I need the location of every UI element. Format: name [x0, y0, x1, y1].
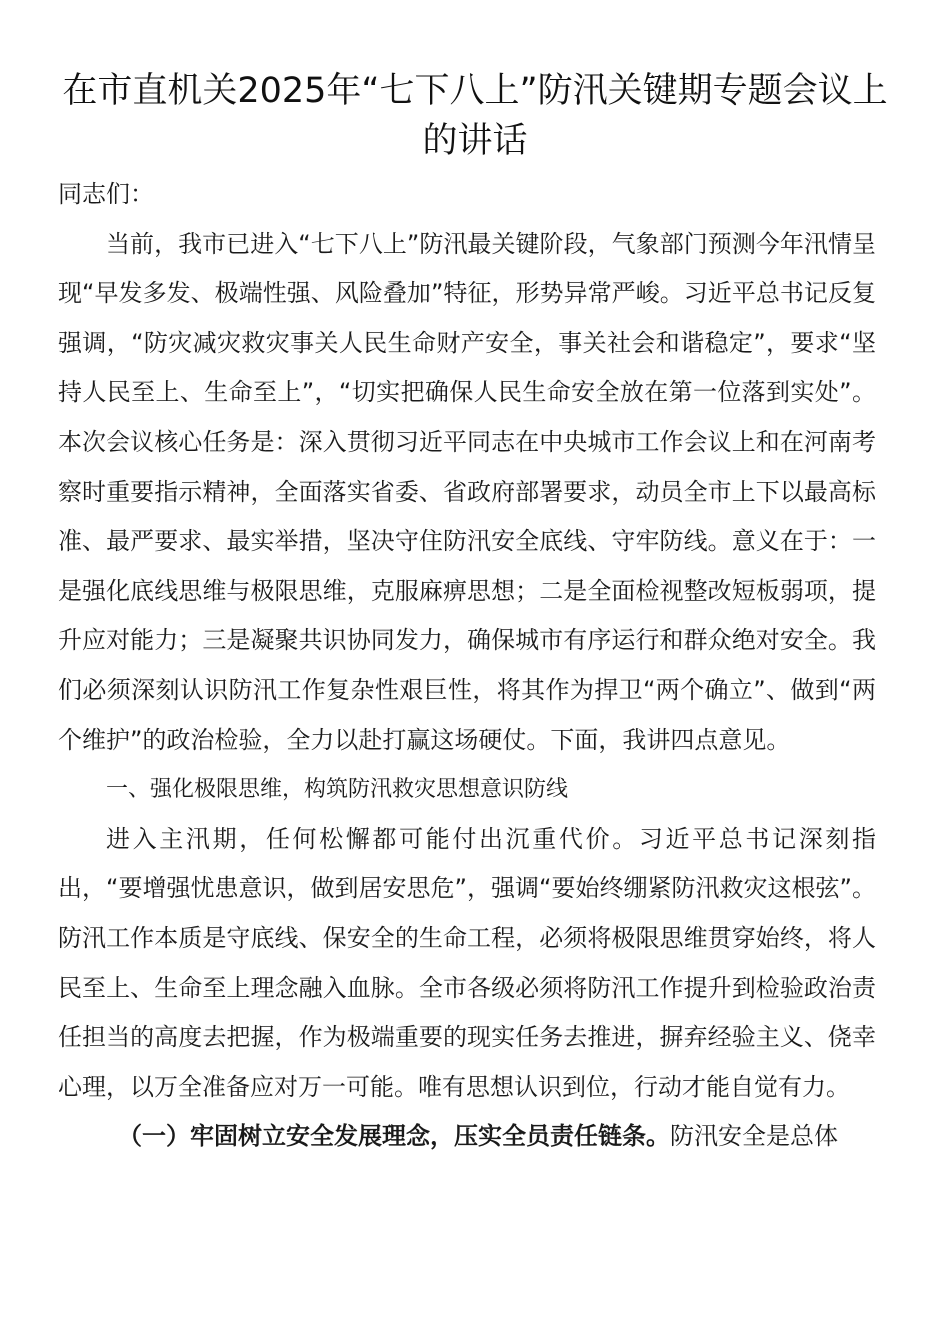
paragraph-section-1: 进入主汛期，任何松懈都可能付出沉重代价。习近平总书记深刻指出，“要增强忧患意识，做到居安思危”，强调“要始终绷紧防汛救灾这根弦”。防汛工作本质是守底线、保安全的生命工程，必须将极限思维贯穿始终，将人民至上、生命至上理念融入血脉。全市各级必须将防汛工作提升到检验政治责任担当的高度去把握，作为极端重要的现实任务去推进，摒弃经验主义、侥幸心理，以万全准备应对万一可能。唯有思想认识到位，行动才能自觉有力。: [58, 824, 876, 1101]
paragraph-subsection-1: [58, 1112, 876, 1162]
subsection-heading-1: （一）牢固树立安全发展理念，压实全员责任链条。: [118, 1122, 670, 1151]
section-heading-1: 一、强化极限思维，构筑防汛救灾思想意识防线: [106, 777, 569, 803]
salutation: 同志们：: [58, 180, 154, 208]
document-title: 在市直机关2025年“七下八上”防汛关键期专题会议上的讲话: [62, 71, 888, 161]
paragraph-intro: 当前，我市已进入“七下八上”防汛最关键阶段，气象部门预测今年汛情呈现“早发多发、极端性强、风险叠加”特征，形势异常严峻。习近平总书记反复强调，“防灾减灾救灾事关人民生命财产安全，事关社会和谐稳定”，要求“坚持人民至上、生命至上”，“切实把确保人民生命安全放在第一位落到实处”。本次会议核心任务是：深入贯彻习近平同志在中央城市工作会议上和在河南考察时重要指示精神，全面落实省委、省政府部署要求，动员全市上下以最高标准、最严要求、最实举措，坚决守住防汛安全底线、守牢防线。意义在于：一是强化底线思维与极限思维，克服麻痹思想；二是全面检视整改短板弱项，提升应对能力；三是凝聚共识协同发力，确保城市有序运行和群众绝对安全。我们必须深刻认识防汛工作复杂性艰巨性，将其作为捍卫“两个确立”、做到“两个维护”的政治检验，全力以赴打赢这场硬仗。下面，我讲四点意见。: [58, 229, 876, 754]
document-body: [58, 170, 876, 1162]
subsection-text-1: 防汛安全是总体: [670, 1122, 838, 1151]
